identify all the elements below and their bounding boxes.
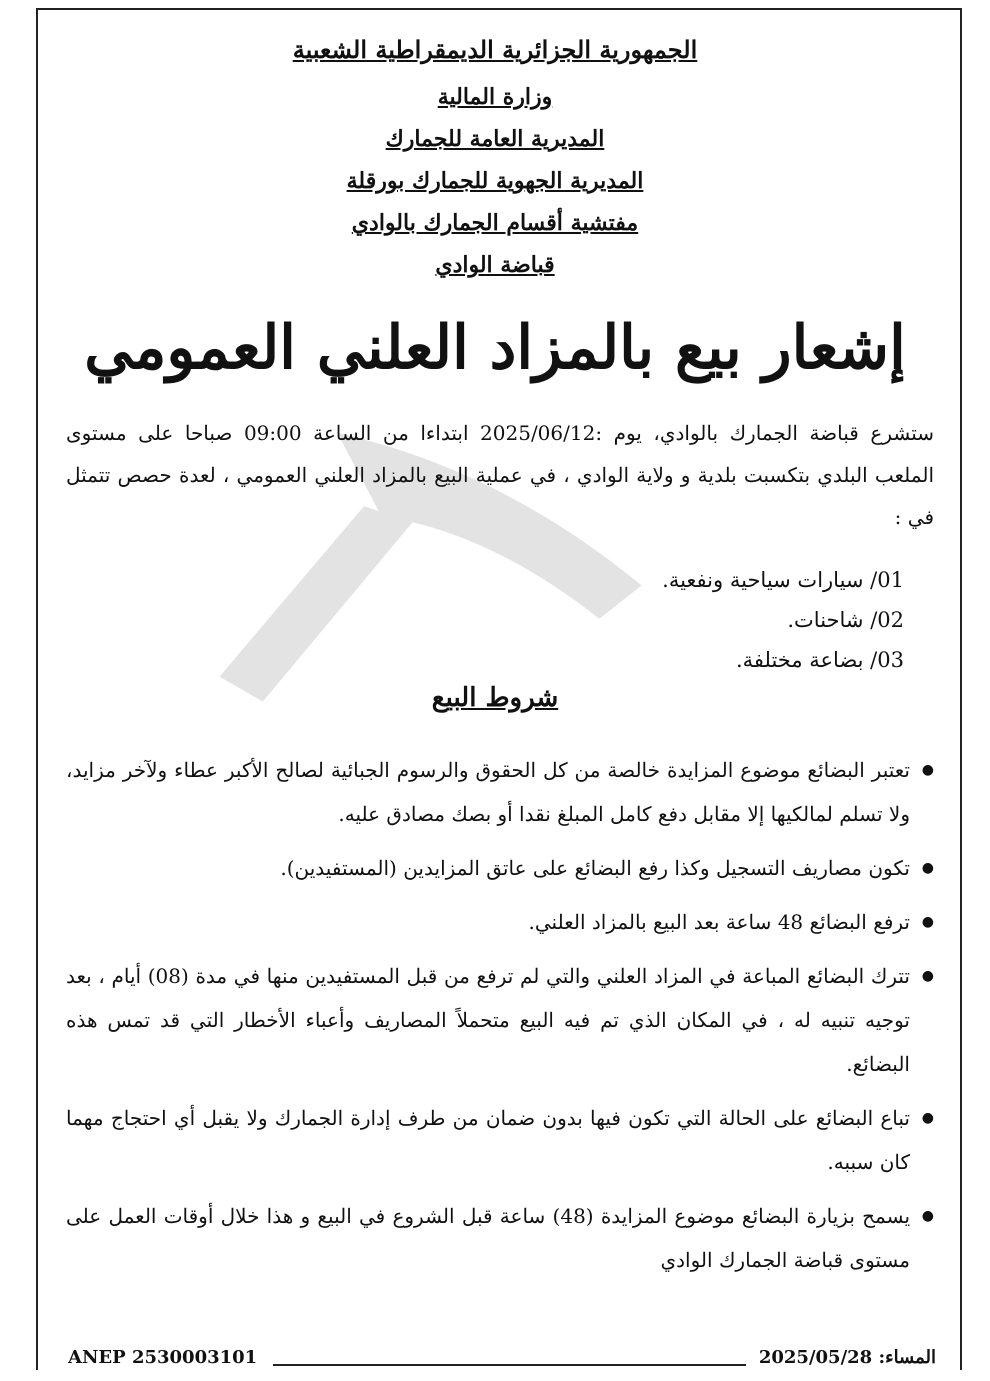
condition-item: ● تباع البضائع على الحالة التي تكون فيها بدون ضمان من طرف إدارة الجمارك ولا يقبل أي احتجاج مهما كان سببه.	[66, 1096, 934, 1184]
lot-item: 03/ بضاعة مختلفة.	[735, 648, 904, 672]
notice-title: إشعار بيع بالمزاد العلني العمومي	[84, 313, 906, 383]
regional-directorate: المديرية الجهوية للجمارك بورقلة	[346, 168, 644, 194]
intro-paragraph: ستشرع قباضة الجمارك بالوادي، يوم :2025/06/12 ابتداءا من الساعة 09:00 صباحا على مستوى الملعب البلدي بتكسبت بلدية و ولاية الوادي ، في عملية البيع بالمزاد العلني العمومي ، لعدة حصص تتمثل في :	[66, 421, 934, 529]
condition-item: ● تترك البضائع المباعة في المزاد العلني والتي لم ترفع من قبل المستفيدين منها في مدة (08) أيام ، بعد توجيه تنبيه له ، في المكان الذي تم فيه البيع متحملاً المصاريف وأعباء الأخطار التي قد تمس هذه البضائع.	[66, 954, 934, 1086]
condition-item: ● ترفع البضائع 48 ساعة بعد البيع بالمزاد العلني.	[66, 900, 934, 944]
lot-item: 02/ شاحنات.	[787, 608, 904, 632]
conditions-list	[66, 748, 934, 1292]
publication-date: المساء: 2025/05/28	[758, 1347, 936, 1368]
footer	[68, 1344, 936, 1372]
condition-item: ● تكون مصاريف التسجيل وكذا رفع البضائع على عاتق المزايدين (المستفيدين).	[66, 846, 934, 890]
anep-reference: ANEP 2530003101	[68, 1347, 258, 1368]
condition-item: ● يسمح بزيارة البضائع موضوع المزايدة (48) ساعة قبل الشروع في البيع و هذا خلال أوقات العمل على مستوى قباضة الجمارك الوادي	[66, 1194, 934, 1282]
general-directorate: المديرية العامة للجمارك	[385, 126, 605, 152]
lot-item: 01/ سيارات سياحية ونفعية.	[662, 568, 904, 592]
conditions-heading: شروط البيع	[431, 683, 559, 713]
inspection-name: مفتشية أقسام الجمارك بالوادي	[351, 210, 639, 236]
condition-item: ● تعتبر البضائع موضوع المزايدة خالصة من كل الحقوق والرسوم الجبائية لصالح الأكبر عطاء ولآخر مزايد، ولا تسلم لمالكيها إلا مقابل دفع كامل المبلغ نقدا أو بصك مصادق عليه.	[66, 748, 934, 836]
footer-divider	[273, 1364, 746, 1366]
lots-list	[584, 560, 904, 680]
republic-name: الجمهورية الجزائرية الديمقراطية الشعبية	[292, 35, 698, 64]
ministry-name: وزارة المالية	[437, 84, 553, 110]
letterhead	[40, 24, 950, 286]
office-name: قباضة الوادي	[435, 252, 555, 278]
